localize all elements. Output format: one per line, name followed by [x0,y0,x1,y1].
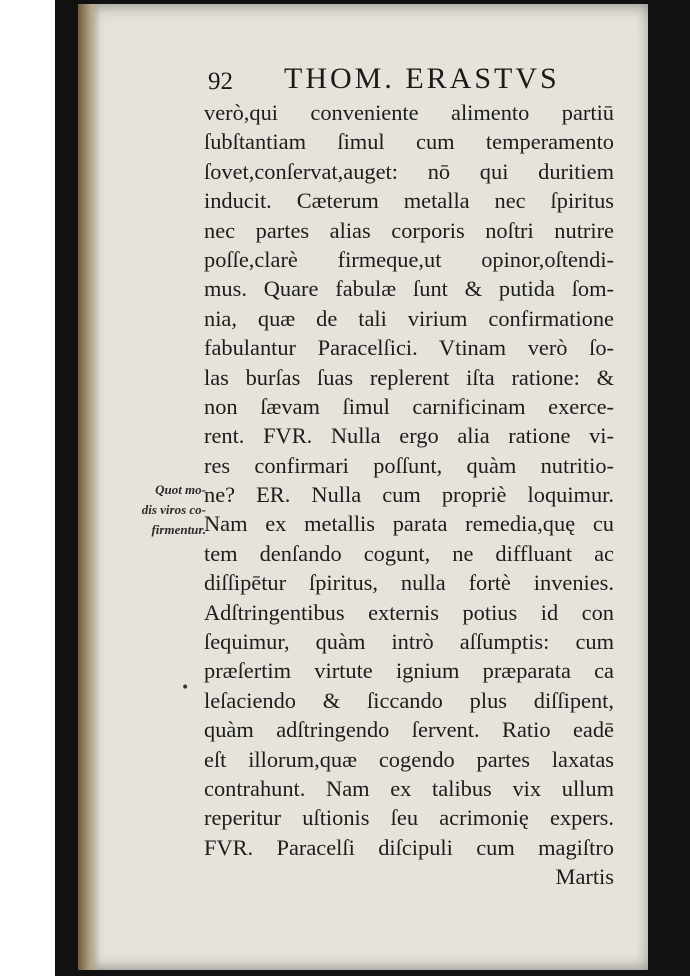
text-line: rent. FVR. Nulla ergo alia ratione vi- [204,423,614,449]
text-line: res confirmari poſſunt, quàm nutritio- [204,452,614,478]
marginal-note-line: firmentur. [151,522,206,537]
text-line: non ſævam ſimul carnificinam exerce- [204,393,614,419]
text-line: tem denſando cogunt, ne diffluant ac [204,540,614,566]
text-line: poſſe,clarè firmeque,ut opinor,oſtendi- [204,246,614,272]
text-line: ſubſtantiam ſimul cum temperamento [204,129,614,155]
text-line: eſt illorum,quæ cogendo partes laxatas [204,746,614,772]
text-line: quàm adſtringendo ſervent. Ratio eadē [204,717,614,743]
text-line: las burſas ſuas replerent iſta ratione: & [204,364,614,390]
text-line: contrahunt. Nam ex talibus vix ullum [204,775,614,801]
marginal-note-line: Quot mo- [155,482,206,497]
text-line: leſaciendo & ſiccando plus diſſipent, [204,687,614,713]
page-header [200,62,580,102]
page-number: 92 [208,68,233,95]
text-line: mus. Quare fabulæ ſunt & putida ſom- [204,276,614,302]
text-line: Nam ex metallis parata remedia,quę cu [204,511,614,537]
text-line: inducit. Cæterum metalla nec ſpiritus [204,188,614,214]
running-head: THOM. ERASTVS [284,62,560,95]
text-line: fabulantur Paracelſici. Vtinam verò ſo- [204,335,614,361]
text-line: nec partes alias corporis noſtri nutrire [204,217,614,243]
marginal-note-line: dis viros co- [141,502,206,517]
text-line: reperitur uſtionis ſeu acrimonię expers. [204,805,614,831]
text-line: Adſtringentibus externis potius id con [204,599,614,625]
text-line: FVR. Paracelſi diſcipuli cum magiſtro [204,834,614,860]
text-line: ſequimur, quàm intrò aſſumptis: cum [204,629,614,655]
text-line: verò,qui conveniente alimento partiū [204,100,614,125]
marginal-note [108,480,206,540]
text-line: ne? ER. Nulla cum propriè loquimur. [204,482,614,508]
text-line: diſſipētur ſpiritus, nulla fortè invenies. [204,570,614,596]
body-text [204,98,614,892]
text-line: præſertim virtute ignium præparata ca [204,658,614,684]
page-gutter-shadow [78,4,100,970]
catchword: Martis [555,864,614,890]
margin-mark: • [181,680,190,696]
text-line: ſovet,conſervat,auget: nō qui duritiem [204,158,614,184]
text-line: nia, quæ de tali virium confirmatione [204,305,614,331]
